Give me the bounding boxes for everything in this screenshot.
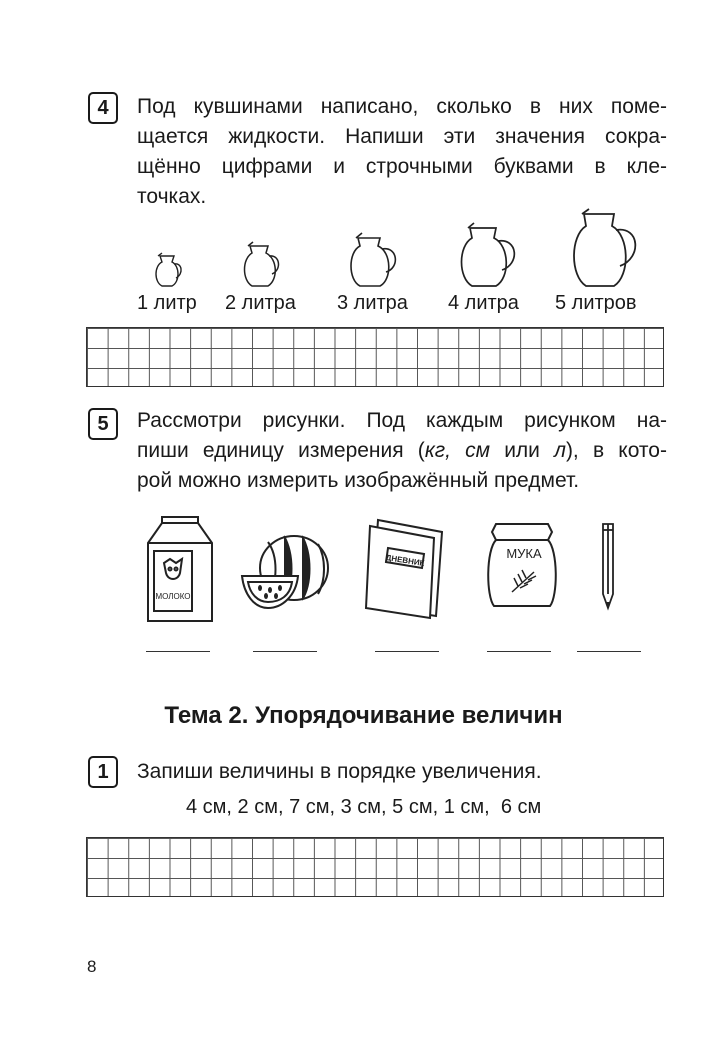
milk-carton-label: МОЛОКО xyxy=(155,592,191,601)
jug-label-1: 1 литр xyxy=(137,292,197,314)
unit-l: л xyxy=(554,439,566,462)
task-5-line-2-mid: или xyxy=(490,439,555,462)
answer-blank-watermelon[interactable] xyxy=(253,651,317,652)
task-5-line-1: Рассмотри рисунки. Под каждым рисунком на- xyxy=(137,409,667,432)
flour-bag-icon xyxy=(482,520,562,610)
task-5-number: 5 xyxy=(88,408,118,440)
unit-sm: см xyxy=(465,439,491,462)
jug-4-icon xyxy=(456,222,522,290)
answer-blank-flour[interactable] xyxy=(487,651,551,652)
page-number: 8 xyxy=(87,957,97,976)
task-1-text: Запиши величины в порядке увеличения. xyxy=(137,760,542,783)
watermelon-icon xyxy=(238,532,334,612)
flour-bag-label: МУКА xyxy=(506,546,542,561)
task-4-line-1: Под кувшинами написано, сколько в них поме- xyxy=(137,95,667,118)
task-5-line-2 xyxy=(137,436,667,466)
task-5-line-3: рой можно измерить изображённый предмет. xyxy=(137,469,580,492)
diary-book-label: ДНЕВНИК xyxy=(385,553,426,569)
task-4-line-4: точках. xyxy=(137,185,207,208)
answer-blank-pencil[interactable] xyxy=(577,651,641,652)
task-1-answer-grid[interactable] xyxy=(86,837,664,897)
answer-blank-diary[interactable] xyxy=(375,651,439,652)
answer-blank-milk[interactable] xyxy=(146,651,210,652)
task-5-line-2-end: ), в кото- xyxy=(565,439,667,462)
jug-5-icon xyxy=(568,208,644,290)
task-4-answer-grid[interactable] xyxy=(86,327,664,387)
milk-carton-icon xyxy=(140,515,220,625)
task-5-line-2-start: пиши единицу измерения ( xyxy=(137,439,425,462)
task-4-number: 4 xyxy=(88,92,118,124)
task-4-line-2: щается жидкости. Напиши эти значения сокра- xyxy=(137,125,667,148)
jug-2-icon xyxy=(240,240,286,290)
task-1-number: 1 xyxy=(88,756,118,788)
task-4-line-3: щённо цифрами и строчными буквами в кле- xyxy=(137,155,667,178)
jug-label-5: 5 литров xyxy=(555,292,637,314)
diary-book-icon xyxy=(362,518,446,620)
jug-label-4: 4 литра xyxy=(448,292,519,314)
jug-1-icon xyxy=(150,250,190,290)
task-5-text xyxy=(137,406,667,496)
task-1-values: 4 см, 2 см, 7 см, 3 см, 5 см, 1 см, 6 см xyxy=(186,796,542,818)
section-title: Тема 2. Упорядочивание величин xyxy=(164,702,563,729)
jug-label-2: 2 литра xyxy=(225,292,296,314)
jug-3-icon xyxy=(346,232,404,290)
task-4-text xyxy=(137,92,667,212)
pencil-icon xyxy=(598,520,618,612)
jug-label-3: 3 литра xyxy=(337,292,408,314)
unit-kg: кг, xyxy=(424,439,451,462)
